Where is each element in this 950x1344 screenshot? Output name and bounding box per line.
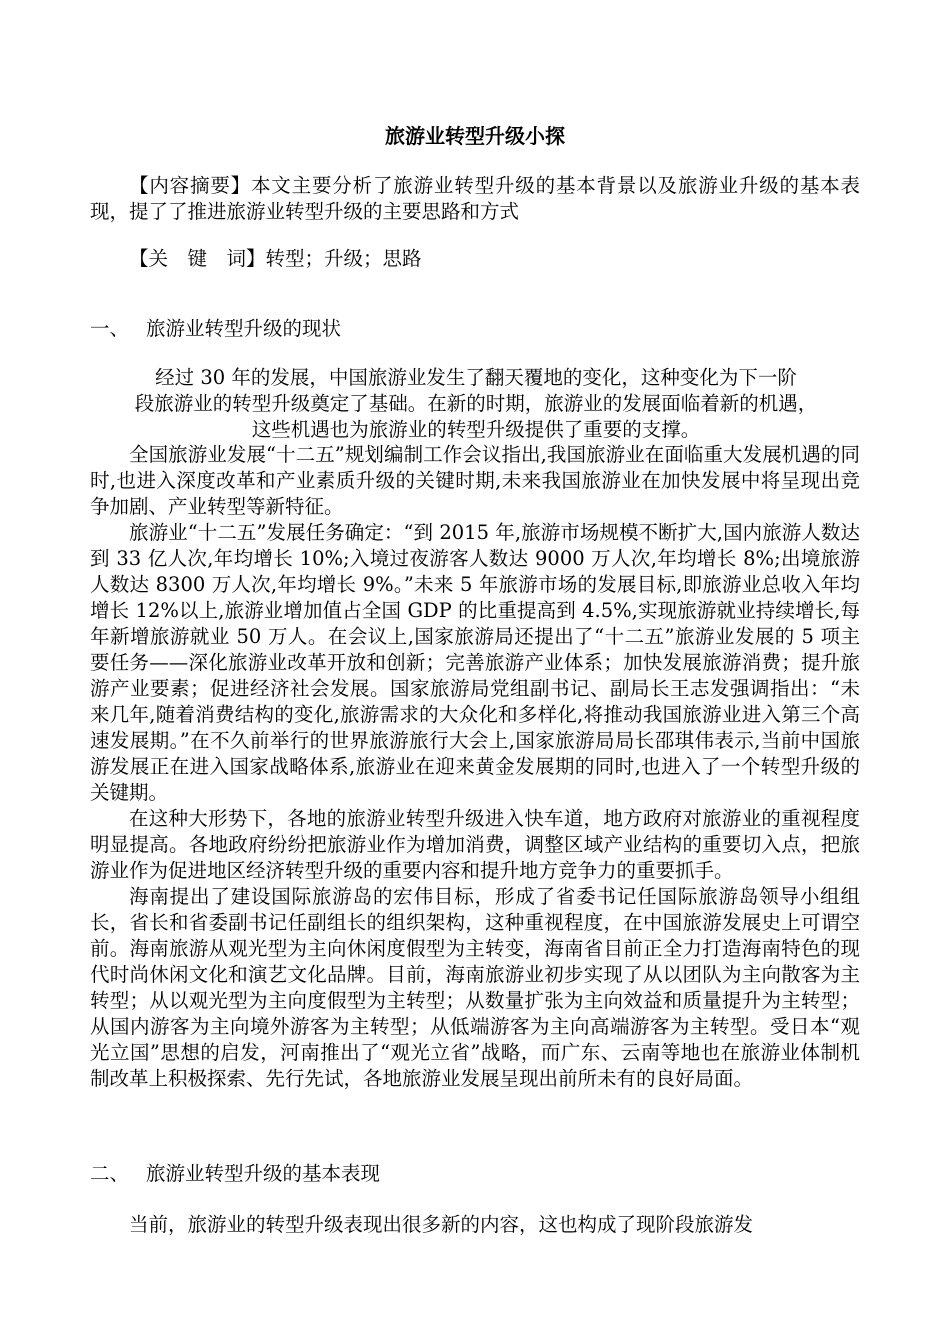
keywords-line: 【关 键 词】转型；升级；思路 (129, 247, 422, 270)
body-paragraph: 旅游业“十二五”发展任务确定：“到 2015 年,旅游市场规模不断扩大,国内旅游人数达到 33 亿人次,年均增长 10%;入境过夜游客人数达 9000 万人次,年均增长 8%;出境旅游人数达 8300 万人次,年均增长 9%。”未来 5 年旅游市场的发展目标,即旅游业总收入年均增长 12%以上,旅游业增加值占全国 GDP 的比重提高到 4.5%,实现旅游就业持续增长,每年新增旅游就业 50 万人。在会议上,国家旅游局还提出了“十二五”旅游业发展的 5 项主要任务——深化旅游业改革开放和创新；完善旅游产业体系；加快发展旅游消费；提升旅游产业要素；促进经济社会发展。国家旅游局党组副书记、副局长王志发强调指出：“未来几年,随着消费结构的变化,旅游需求的大众化和多样化,将推动我国旅游业进入第三个高速发展期。”在不久前举行的世界旅游旅行大会上,国家旅游局局长邵琪伟表示,当前中国旅游发展正在进入国家战略体系,旅游业在迎来黄金发展期的同时,也进入了一个转型升级的关键期。 (90, 521, 860, 804)
body-paragraph: 全国旅游业发展“十二五”规划编制工作会议指出,我国旅游业在面临重大发展机遇的同时,也进入深度改革和产业素质升级的关键时期,未来我国旅游业在加快发展中将呈现出竞争加剧、产业转型等新特征。 (90, 443, 860, 518)
section-title: 旅游业转型升级的现状 (146, 317, 342, 340)
section-title: 旅游业转型升级的基本表现 (146, 1162, 381, 1185)
section-number: 一、 (90, 317, 130, 340)
intro-line: 段旅游业的转型升级奠定了基础。在新的时期，旅游业的发展面临着新的机遇， (134, 392, 818, 415)
body-paragraph-last: 当前，旅游业的转型升级表现出很多新的内容，这也构成了现阶段旅游发 (129, 1213, 754, 1236)
section-number: 二、 (90, 1162, 130, 1185)
body-paragraph: 海南提出了建设国际旅游岛的宏伟目标，形成了省委书记任国际旅游岛领导小组组长，省长和省委副书记任副组长的组织架构，这种重视程度，在中国旅游发展史上可谓空前。海南旅游从观光型为主向休闲度假型为主转变，海南省目前正全力打造海南特色的现代时尚休闲文化和演艺文化品牌。目前，海南旅游业初步实现了从以团队为主向散客为主转型；从以观光型为主向度假型为主转型；从数量扩张为主向效益和质量提升为主转型；从国内游客为主向境外游客为主转型；从低端游客为主向高端游客为主转型。受日本“观光立国”思想的启发，河南推出了“观光立省”战略，而广东、云南等地也在旅游业体制机制改革上积极探索、先行先试，各地旅游业发展呈现出前所未有的良好局面。 (90, 885, 860, 1090)
intro-line: 这些机遇也为旅游业的转型升级提供了重要的支撑。 (251, 418, 701, 441)
body-paragraphs (90, 442, 860, 1092)
document-title: 旅游业转型升级小探 (385, 124, 565, 148)
body-paragraph: 在这种大形势下，各地的旅游业转型升级进入快车道，地方政府对旅游业的重视程度明显提高。各地政府纷纷把旅游业作为增加消费，调整区域产业结构的重要切入点，把旅游业作为促进地区经济转型升级的重要内容和提升地方竞争力的重要抓手。 (90, 807, 860, 882)
intro-line: 经过 30 年的发展，中国旅游业发生了翻天覆地的变化，这种变化为下一阶 (155, 366, 797, 389)
section-heading-2 (90, 1161, 860, 1187)
section-heading-1 (90, 316, 860, 342)
intro-paragraph (96, 365, 856, 443)
abstract-paragraph: 【内容摘要】本文主要分析了旅游业转型升级的基本背景以及旅游业升级的基本表现，提了了推进旅游业转型升级的主要思路和方式 (90, 174, 860, 223)
